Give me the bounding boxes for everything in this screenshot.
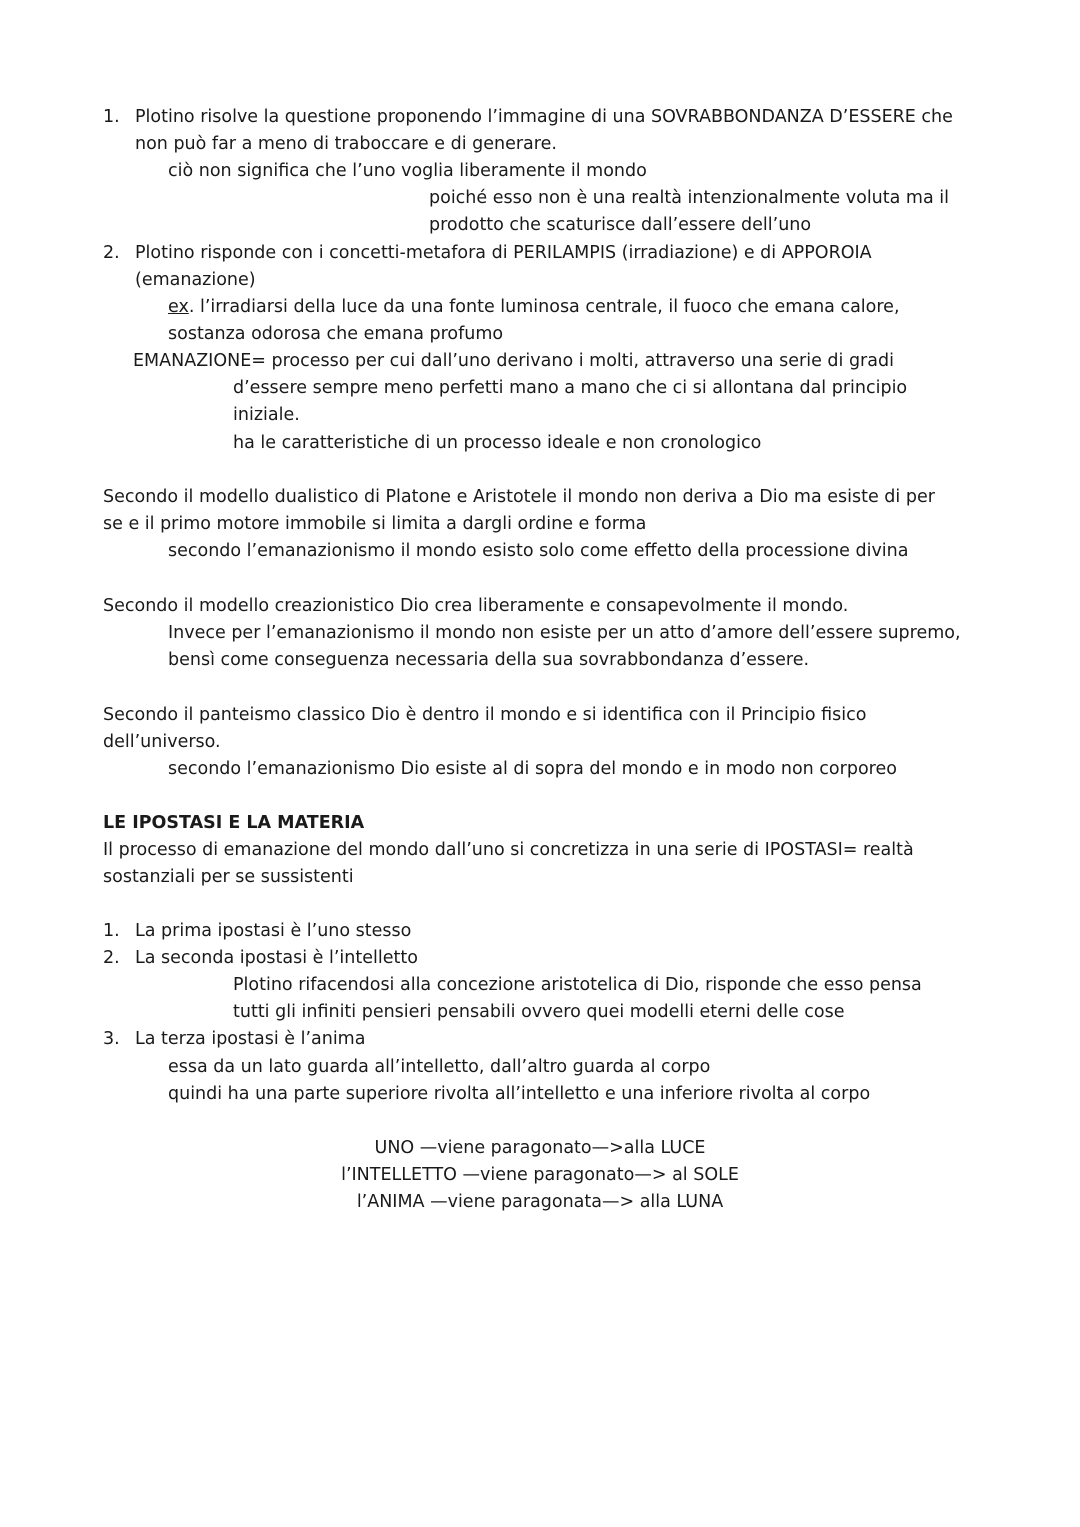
text-line: La prima ipostasi è l’uno stesso xyxy=(135,921,412,941)
text-line: Invece per l’emanazionismo il mondo non esiste per un atto d’amore dell’essere supremo, xyxy=(168,623,961,643)
list-number: 2. xyxy=(103,948,120,968)
example-line xyxy=(168,294,900,321)
text-line: bensì come conseguenza necessaria della sua sovrabbondanza d’essere. xyxy=(168,650,810,670)
text-line: Secondo il modello creazionistico Dio crea liberamente e consapevolmente il mondo. xyxy=(103,596,849,616)
text-line: ha le caratteristiche di un processo ideale e non cronologico xyxy=(233,433,762,453)
example-label: ex xyxy=(168,297,189,317)
text-line: secondo l’emanazionismo Dio esiste al di sopra del mondo e in modo non corporeo xyxy=(168,759,897,779)
text-line: d’essere sempre meno perfetti mano a mano che ci si allontana dal principio xyxy=(233,378,908,398)
text-line: essa da un lato guarda all’intelletto, dall’altro guarda al corpo xyxy=(168,1057,711,1077)
text-line: La terza ipostasi è l’anima xyxy=(135,1029,366,1049)
text-line: quindi ha una parte superiore rivolta all’intelletto e una inferiore rivolta al corpo xyxy=(168,1084,871,1104)
text-line: dell’universo. xyxy=(103,732,221,752)
text-line: Plotino risponde con i concetti-metafora di PERILAMPIS (irradiazione) e di APPOROIA xyxy=(135,243,872,263)
section-heading: LE IPOSTASI E LA MATERIA xyxy=(103,813,365,833)
list-number: 1. xyxy=(103,921,120,941)
list-number: 1. xyxy=(103,107,120,127)
list-number: 3. xyxy=(103,1029,120,1049)
text-line: secondo l’emanazionismo il mondo esisto solo come effetto della processione divina xyxy=(168,541,909,561)
text-line: Secondo il panteismo classico Dio è dentro il mondo e si identifica con il Principio fisico xyxy=(103,705,867,725)
text-line: non può far a meno di traboccare e di generare. xyxy=(135,134,557,154)
analogy-line: UNO —viene paragonato—>alla LUCE xyxy=(374,1138,706,1158)
analogy-line: l’ANIMA —viene paragonata—> alla LUNA xyxy=(356,1192,724,1212)
example-text: . l’irradiarsi della luce da una fonte luminosa centrale, il fuoco che emana calore, xyxy=(188,297,900,317)
text-line: iniziale. xyxy=(233,405,300,425)
definition-line: EMANAZIONE= processo per cui dall’uno derivano i molti, attraverso una serie di gradi xyxy=(133,351,894,371)
text-line: La seconda ipostasi è l’intelletto xyxy=(135,948,418,968)
text-line: poiché esso non è una realtà intenzionalmente voluta ma il xyxy=(429,188,949,208)
text-line: ciò non significa che l’uno voglia liberamente il mondo xyxy=(168,161,647,181)
text-line: (emanazione) xyxy=(135,270,256,290)
text-line: tutti gli infiniti pensieri pensabili ovvero quei modelli eterni delle cose xyxy=(233,1002,845,1022)
analogy-line: l’INTELLETTO —viene paragonato—> al SOLE xyxy=(341,1165,739,1185)
text-line: Plotino risolve la questione proponendo l’immagine di una SOVRABBONDANZA D’ESSERE che xyxy=(135,107,953,127)
text-line: Il processo di emanazione del mondo dall’uno si concretizza in una serie di IPOSTASI= realtà xyxy=(103,840,914,860)
text-line: Plotino rifacendosi alla concezione aristotelica di Dio, risponde che esso pensa xyxy=(233,975,922,995)
list-number: 2. xyxy=(103,243,120,263)
text-line: se e il primo motore immobile si limita a dargli ordine e forma xyxy=(103,514,647,534)
text-line: sostanziali per se sussistenti xyxy=(103,867,354,887)
text-line: prodotto che scaturisce dall’essere dell’uno xyxy=(429,215,812,235)
text-line: sostanza odorosa che emana profumo xyxy=(168,324,504,344)
text-line: Secondo il modello dualistico di Platone e Aristotele il mondo non deriva a Dio ma esiste di per xyxy=(103,487,935,507)
